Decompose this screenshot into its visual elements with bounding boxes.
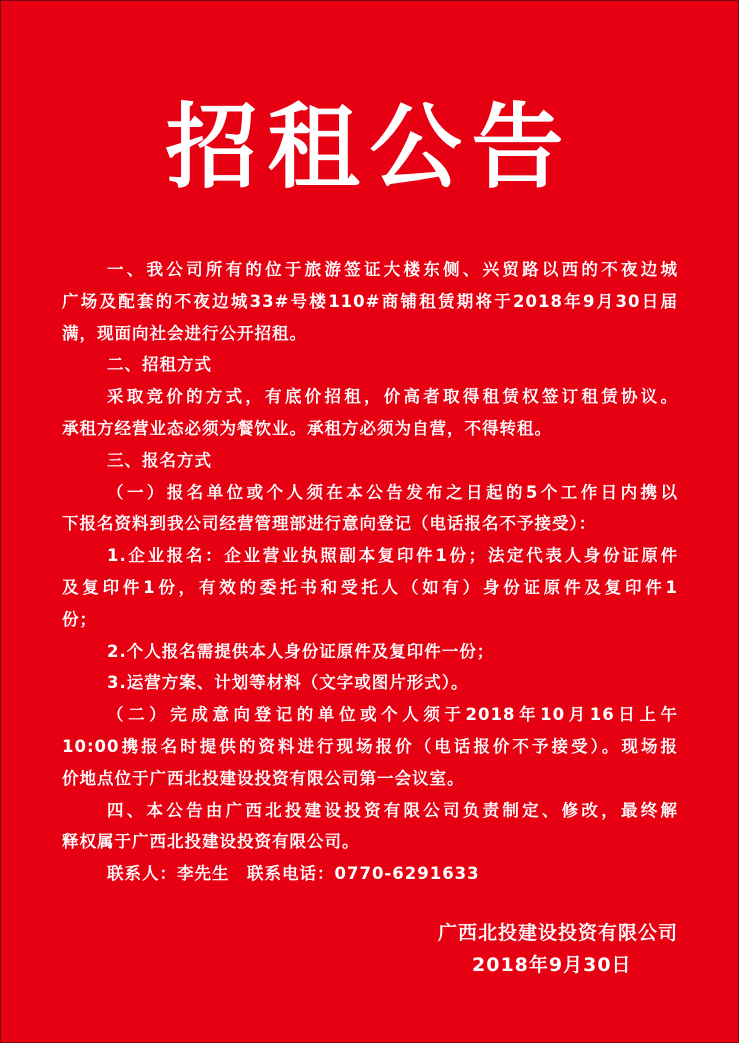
- page-title: 招租公告: [165, 93, 574, 201]
- paragraph-line: 份；: [62, 609, 97, 629]
- paragraph-line: 及复印件1份，有效的委托书和受托人（如有）身份证原件及复印件1: [62, 577, 678, 597]
- paragraph-line: 承租方经营业态必须为餐饮业。承租方必须为自营，不得转租。: [62, 418, 552, 438]
- paragraph-line: 采取竞价的方式，有底价招租，价高者取得租赁权签订租赁协议。: [107, 387, 678, 407]
- signature-company: 广西北投建设投资有限公司: [437, 922, 678, 944]
- signature-date: 2018年9月30日: [472, 954, 632, 976]
- paragraph-line: 价地点位于广西北投建设投资有限公司第一会议室。: [62, 768, 465, 788]
- paragraph-line: 广场及配套的不夜边城33#号楼110#商铺租赁期将于2018年9月30日届: [62, 291, 678, 311]
- paragraph-line: 一、我公司所有的位于旅游签证大楼东侧、兴贸路以西的不夜边城: [107, 260, 678, 279]
- paragraph-line: 10:00携报名时提供的资料进行现场报价（电话报价不予接受）。现场报: [62, 736, 678, 756]
- paragraph-line: 联系人：李先生 联系电话：0770-6291633: [107, 864, 480, 884]
- paragraph-line: （一）报名单位或个人须在本公告发布之日起的5个工作日内携以: [107, 482, 678, 502]
- paragraph-line: 1.企业报名：企业营业执照副本复印件1份；法定代表人身份证原件: [107, 546, 678, 566]
- paragraph-line: 满，现面向社会进行公开招租。: [62, 323, 307, 343]
- paragraph-line: 3.运营方案、计划等材料（文字或图片形式）。: [107, 673, 469, 693]
- paragraph-line: （二）完成意向登记的单位或个人须于2018年10月16日上午: [107, 705, 678, 725]
- notice-body: [62, 254, 678, 890]
- paragraph-line: 2.个人报名需提供本人身份证原件及复印件一份；: [107, 641, 495, 661]
- paragraph-line: 三、报名方式: [107, 450, 212, 470]
- paragraph-line: 下报名资料到我公司经营管理部进行意向登记（电话报名不予接受）：: [62, 514, 597, 534]
- paragraph-line: 二、招租方式: [107, 355, 212, 375]
- paragraph-line: 释权属于广西北投建设投资有限公司。: [62, 832, 360, 852]
- paragraph-line: 四、本公告由广西北投建设投资有限公司负责制定、修改，最终解: [107, 800, 678, 820]
